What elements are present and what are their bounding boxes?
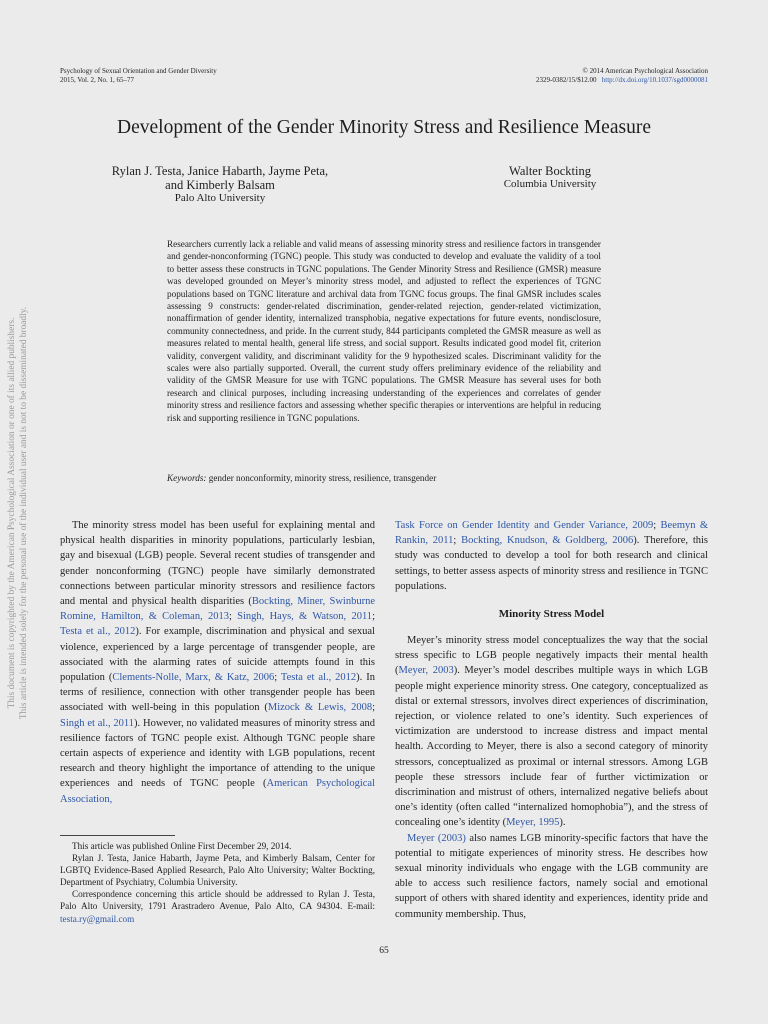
body-text: ; [228,611,238,623]
body-text: ). Therefore, this study was conducted to develop a tool for both research and clinical settings, to better assess aspects of minority stress and resilience in TGNC populations. [395,535,708,592]
copyright-side-notice [6,297,30,729]
author-names-line1: Rylan J. Testa, Janice Habarth, Jayme Peta, [111,164,329,178]
intro-continuation [395,518,708,594]
journal-header [60,67,380,85]
author-block-right [450,164,650,191]
author-affiliation-right: Columbia University [503,178,597,190]
minority-stress-paragraph-2 [395,831,708,922]
citation-link[interactable]: Testa et al., 2012 [280,672,357,684]
issn: 2329-0382/15/$12.00 [536,76,597,84]
body-text: ). In terms of resilience, connection with other transgender people has been associated with well-being in this population ( [60,672,375,714]
body-text: ; [653,520,661,531]
correspondence-text: Correspondence concerning this article should be addressed to Rylan J. Testa, Palo Alto University, 1791 Arastradero Avenue, Palo Alto, CA 94304. E-mail: [60,889,375,912]
footnote-correspondence [60,888,375,924]
keywords-text: gender nonconformity, minority stress, resilience, transgender [208,473,437,483]
journal-volume: 2015, Vol. 2, No. 1, 65–77 [60,76,135,84]
citation-link[interactable]: Testa et al., 2012 [60,626,136,638]
body-text: ). Meyer’s model describes multiple ways in which LGB people might experience minority stress. One category, conceptualized as distal or external stressors, involves direct experiences of discrimination, rejection, or violence related to one’s identity. Such experiences of victimization are understood to increase distress and impact mental health. According to Meyer, there is also a second category of minority stressors, conceptualized as proximal or internal stressors. Among LGB people these stressors include fear of further victimization or discrimination and mistrust of others, internalized negative beliefs about one’s identity (often called “internalized homophobia”), and the stress of concealing one’s identity ( [395,665,709,829]
body-text: Meyer’s minority stress model conceptualizes the way that the social stress specific to LGB people negatively impacts their mental health ( [395,635,708,677]
citation-link[interactable]: Clements-Nolle, Marx, & Katz, 2006 [112,672,275,684]
article-title: Development of the Gender Minority Stress and Resilience Measure [117,117,651,138]
body-text: ). However, no validated measures of minority stress and resilience factors of TGNC people exist. Although TGNC people share certain aspects of experience and identity with LGB populations, recent research and theory highlight the importance of attending to the unique experiences and needs of TGNC people ( [60,717,376,790]
side-notice-line2: This article is intended solely for the personal use of the individual user and is not to be disseminated broadly. [19,306,29,720]
abstract: Researchers currently lack a reliable and valid means of assessing minority stress and resilience factors in transgender and gender-nonconforming (TGNC) people. This study was conducted to develop and evaluate the validity of a tool to better assess these constructs in TGNC populations. The Gender Minority Stress and Resilience (GMSR) measure was developed grounded on Meyer’s minority stress model, and adjusted to reflect the experiences of TGNC populations based on TGNC literature and archival data from TGNC focus groups. The final GMSR includes scales assessing 9 constructs: gender-related discrimination, gender-related rejection, gender-related victimization, nonaffirmation of gender identity, internalized transphobia, negative expectations for future events, nondisclosure, community connectedness, and pride. In the current study, 844 participants completed the GMSR measure as well as measures related to mental health, general life stress, and social support. Results indicated good model fit, criterion validity, convergent validity, and discriminant validity for the 9 hypothesized scales. Discriminant validity for the scales were also partially supported. Overall, the current study offers preliminary evidence of the reliability and validity of the GMSR Measure for use with TGNC populations. The GMSR Measure has several uses for both research and clinical purposes, including increasing understanding of the experiences and correlates of gender minority stress and resilience factors and assessing whether specific therapies or interventions are helpful in reducing risk and supporting resilience in TGNC populations. [167,239,601,423]
journal-name: Psychology of Sexual Orientation and Gender Diversity [60,67,217,75]
body-text: also names LGB minority-specific factors that have the potential to mitigate experiences of minority stress. He describes how sexual minority individuals who engage with the LGB community are able to access such resilience factors, namely social and emotional support of others with shared identity and experiences, identity pride and community membership. Thus, [395,832,708,920]
intro-paragraph [60,518,375,807]
copyright-notice: © 2014 American Psychological Association [582,67,708,75]
body-text: ). For example, discrimination and physical and sexual violence, experienced by a large percentage of transgender people, are associated with the alarming rates of suicide attempts found in this population ( [60,626,375,684]
page-number: 65 [379,946,389,956]
citation-link[interactable]: American Psychological Association, [60,778,375,805]
footnote-published: This article was published Online First December 29, 2014. [72,841,292,851]
author-name-right: Walter Bockting [509,164,591,178]
author-names-line2: and Kimberly Balsam [165,178,275,192]
citation-link[interactable]: Mizock & Lewis, 2008 [267,702,373,714]
body-text: ; [372,611,375,623]
body-left-column [60,518,375,807]
citation-link[interactable]: Singh et al., 2011 [60,717,135,729]
citation-link[interactable]: Meyer (2003) [407,832,466,844]
citation-link[interactable]: Singh, Hays, & Watson, 2011 [237,611,373,623]
author-block-left [70,164,370,205]
keywords-label: Keywords: [167,473,207,483]
keywords-line [167,472,601,484]
body-right-column [395,518,708,922]
author-affiliation-left: Palo Alto University [174,192,266,204]
copyright-header [408,67,708,85]
body-text: The minority stress model has been useful for explaining mental and physical health disparities in minority populations, particularly lesbian, gay and bisexual (LGB) people. Several recent studies of transgender and gender nonconforming (TGNC) people have similarly demonstrated connections between particular minority stressors and resilience factors and mental and physical health disparities ( [60,520,375,608]
citation-link[interactable]: Beemyn & Rankin, 2011 [395,520,708,547]
citation-link[interactable]: Task Force on Gender Identity and Gender Variance, 2009 [395,520,654,531]
citation-link[interactable]: Bockting, Miner, Swinburne Romine, Hamilton, & Coleman, 2013 [60,596,375,623]
footnotes [60,840,375,925]
doi-link[interactable]: http://dx.doi.org/10.1037/sgd0000081 [601,76,708,84]
side-notice-line1: This document is copyrighted by the American Psychological Association or one of its allied publishers. [7,317,17,709]
body-text: ; [372,702,376,714]
email-link[interactable]: testa.ry@gmail.com [60,913,135,924]
citation-link[interactable]: Bockting, Knudson, & Goldberg, 2006 [461,535,634,547]
minority-stress-paragraph-1 [395,633,708,831]
issn-doi-line [408,76,708,85]
citation-link[interactable]: Meyer, 2003 [398,665,454,677]
footnote-rule [60,835,175,836]
body-text: ; [453,535,462,547]
footnote-affiliations: Rylan J. Testa, Janice Habarth, Jayme Peta, and Kimberly Balsam, Center for LGBTQ Evidence-Based Applied Research, Palo Alto University; Walter Bockting, Department of Psychiatry, Columbia University. [60,853,375,888]
citation-link[interactable]: Meyer, 1995 [506,817,560,829]
body-text: ). [559,817,566,829]
body-text: ; [274,672,281,684]
section-heading: Minority Stress Model [498,608,605,621]
